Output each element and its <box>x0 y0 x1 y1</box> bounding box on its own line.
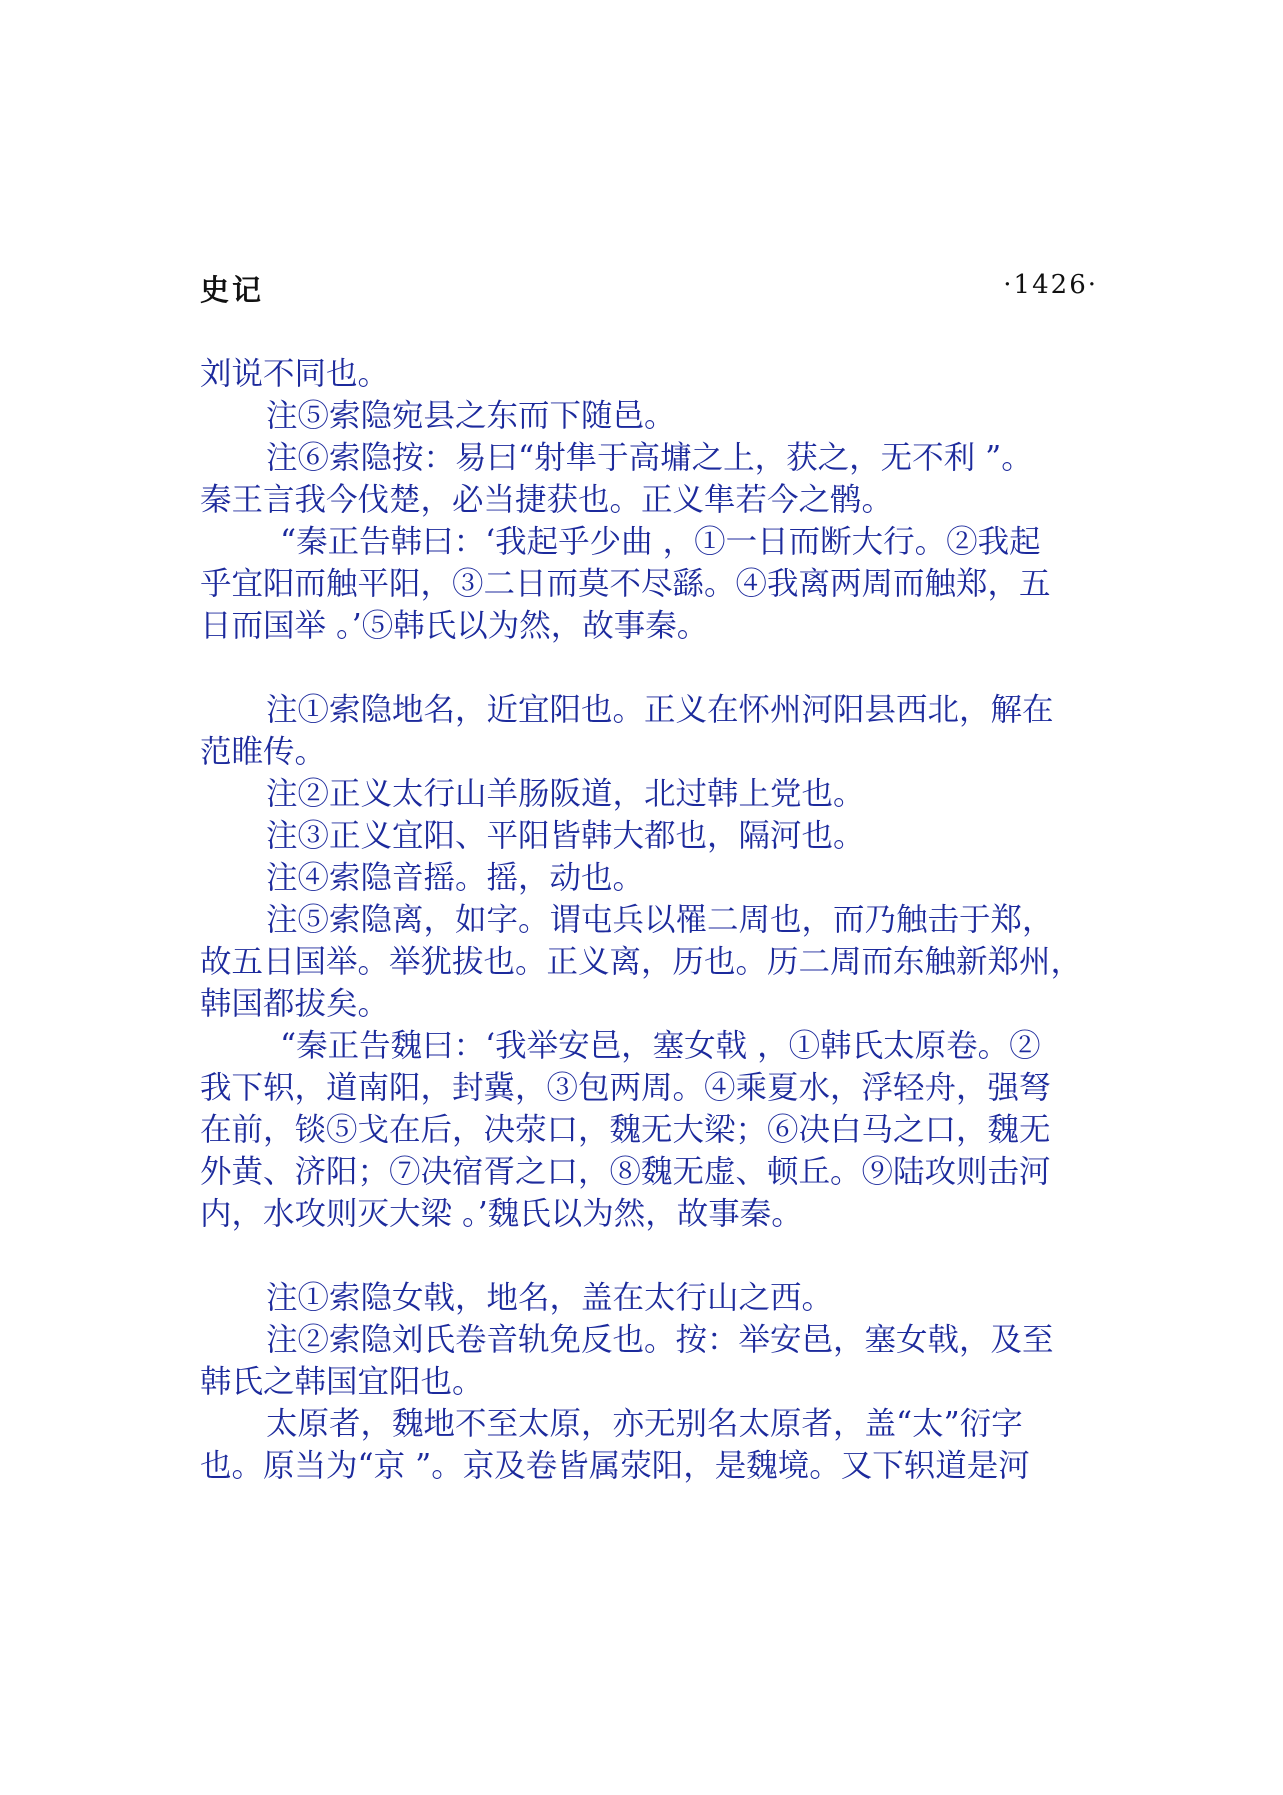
annotation-line: 注⑤索隐离，如字。谓屯兵以罹二周也，而乃触击于郑， <box>266 902 1054 938</box>
text-line: 也。原当为“京 ”。京及卷皆属荥阳，是魏境。又下轵道是河 <box>200 1448 1030 1484</box>
annotation-line: 注①索隐地名，近宜阳也。正义在怀州河阳县西北，解在 <box>266 692 1054 728</box>
text-line: 韩氏之韩国宜阳也。 <box>200 1364 484 1400</box>
book-title: 史记 <box>200 273 265 307</box>
text-line: 我下轵，道南阳，封冀，③包两周。④乘夏水，浮轻舟，强弩 <box>200 1070 1051 1106</box>
text-line: 内，水攻则灭大梁 。’魏氏以为然，故事秦。 <box>200 1196 803 1232</box>
text-line: 韩国都拔矣。 <box>200 986 390 1022</box>
text-line: 外黄、济阳；⑦决宿胥之口，⑧魏无虚、顿丘。⑨陆攻则击河 <box>200 1154 1051 1190</box>
text-line: 刘说不同也。 <box>200 356 390 392</box>
quote-line: “秦正告韩曰：‘我起乎少曲 ，①一日而断大行。②我起 <box>280 524 1041 560</box>
page-header <box>200 268 1098 312</box>
annotation-line: 注②正义太行山羊肠阪道，北过韩上党也。 <box>266 776 865 812</box>
annotation-line: 注②索隐刘氏卷音轨免反也。按：举安邑，塞女戟，及至 <box>266 1322 1054 1358</box>
text-line: 故五日国举。举犹拔也。正义离，历也。历二周而东触新郑州， <box>200 944 1083 980</box>
annotation-line: 太原者，魏地不至太原，亦无别名太原者，盖“太”衍字 <box>266 1406 1023 1442</box>
body-text <box>200 353 1098 1487</box>
text-line: 在前，锬⑤戈在后，决荥口，魏无大梁；⑥决白马之口，魏无 <box>200 1112 1051 1148</box>
annotation-line: 注⑥索隐按：易曰“射隼于高墉之上，获之，无不利 ”。 <box>266 440 1033 476</box>
annotation-line: 注③正义宜阳、平阳皆韩大都也，隔河也。 <box>266 818 865 854</box>
annotation-line: 注①索隐女戟，地名，盖在太行山之西。 <box>266 1280 834 1316</box>
paragraph-gap <box>200 1235 1098 1277</box>
page-number: ·1426· <box>1003 270 1098 300</box>
paragraph-gap <box>200 647 1098 689</box>
text-line: 日而国举 。’⑤韩氏以为然，故事秦。 <box>200 608 709 644</box>
text-line: 范睢传。 <box>200 734 327 770</box>
annotation-line: 注⑤索隐宛县之东而下随邑。 <box>266 398 676 434</box>
text-line: 秦王言我今伐楚，必当捷获也。正义隼若今之鹘。 <box>200 482 894 518</box>
quote-line: “秦正告魏曰：‘我举安邑，塞女戟 ，①韩氏太原卷。② <box>280 1028 1041 1064</box>
text-line: 乎宜阳而触平阳，③二日而莫不尽繇。④我离两周而触郑，五 <box>200 566 1051 602</box>
annotation-line: 注④索隐音摇。摇，动也。 <box>266 860 645 896</box>
